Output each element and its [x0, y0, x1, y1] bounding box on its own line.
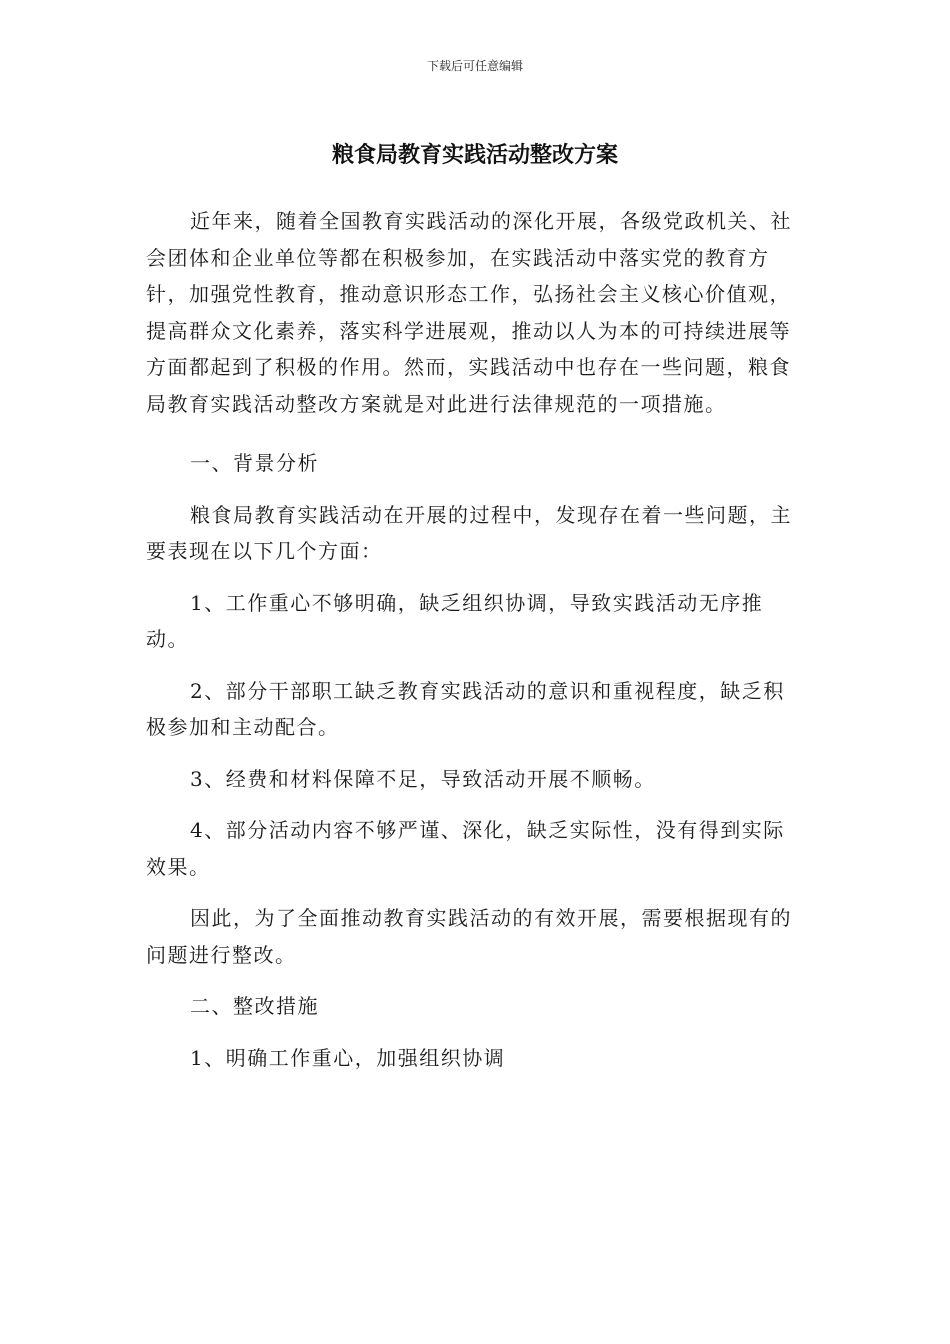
section-heading-measures: 二、整改措施 [190, 994, 319, 1018]
document-body [146, 203, 806, 1091]
list-item-problem-1: 1、工作重心不够明确，缺乏组织协调，导致实践活动无序推动。 [146, 590, 764, 651]
list-item-problem-3: 3、经费和材料保障不足，导致活动开展不顺畅。 [190, 766, 656, 791]
list-item-problem-4: 4、部分活动内容不够严谨、深化，缺乏实际性，没有得到实际效果。 [146, 818, 785, 879]
paragraph-intro: 近年来，随着全国教育实践活动的深化开展，各级党政机关、社会团体和企业单位等都在积极参加，在实践活动中落实党的教育方针，加强党性教育，推动意识形态工作，弘扬社会主义核心价值观，提高群众文化素养，落实科学进展观，推动以人为本的可持续进展等方面都起到了积极的作用。然而，实践活动中也存在一些问题，粮食局教育实践活动整改方案就是对此进行法律规范的一项措施。 [146, 209, 792, 416]
list-item-problem-2: 2、部分干部职工缺乏教育实践活动的意识和重视程度，缺乏积极参加和主动配合。 [146, 678, 785, 739]
section-heading-background: 一、背景分析 [190, 451, 319, 475]
paragraph-background: 粮食局教育实践活动在开展的过程中，发现存在着一些问题，主要表现在以下几个方面： [146, 502, 792, 563]
list-item-measure-1: 1、明确工作重心，加强组织协调 [190, 1045, 506, 1070]
header-note: 下载后可任意编辑 [426, 59, 523, 73]
document-title: 粮食局教育实践活动整改方案 [331, 143, 618, 168]
paragraph-conclusion: 因此，为了全面推动教育实践活动的有效开展，需要根据现有的问题进行整改。 [146, 906, 792, 967]
